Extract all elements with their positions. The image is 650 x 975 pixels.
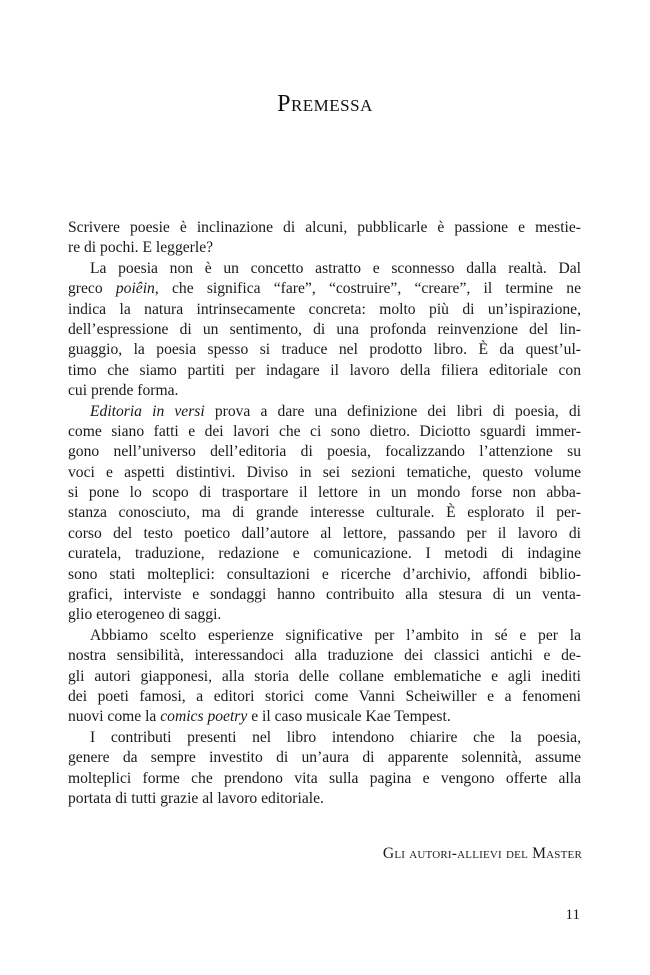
text-line: sono stati molteplici: consultazioni e ricerche d’archivio, affondi biblio- xyxy=(68,565,581,583)
text-line: La poesia non è un concetto astratto e sconnesso dalla realtà. Dal xyxy=(90,259,581,277)
text-line: re di pochi. E leggerle? xyxy=(68,239,214,257)
page-number: 11 xyxy=(565,907,580,923)
text-line: molteplici forme che prendono vita sulla pagina e vengono offerte alla xyxy=(68,769,581,787)
text-line: dell’espressione di un sentimento, di una profonda reinvenzione del lin- xyxy=(68,320,581,338)
text-line: I contributi presenti nel libro intendono chiarire che la poesia, xyxy=(90,728,581,746)
text-line: glio eterogeneo di saggi. xyxy=(68,606,222,624)
text-line: gono nell’universo dell’editoria di poesia, focalizzando l’attenzione su xyxy=(68,443,581,461)
signature: Gli autori-allievi del Master xyxy=(382,845,582,862)
text-line: Editoria in versi prova a dare una definizione dei libri di poesia, di xyxy=(90,402,581,420)
text-line: dei poeti famosi, a editori storici come Vanni Scheiwiller e a fenomeni xyxy=(68,687,581,705)
text-line: corso del testo poetico dall’autore al lettore, passando per il lavoro di xyxy=(68,524,581,542)
text-line: timo che siamo partiti per indagare il lavoro della filiera editoriale con xyxy=(68,361,581,379)
text-line: nostra sensibilità, interessandoci alla traduzione dei classici antichi e de- xyxy=(68,647,581,665)
text-line: greco poiêin, che significa “fare”, “costruire”, “creare”, il termine ne xyxy=(68,280,581,298)
text-line: indica la natura intrinsecamente concreta: molto più di un’ispirazione, xyxy=(68,300,581,318)
body-text xyxy=(68,218,581,809)
text-line: Abbiamo scelto esperienze significative per l’ambito in sé e per la xyxy=(90,626,581,644)
text-line: cui prende forma. xyxy=(68,382,179,400)
text-line: come siano fatti e dei lavori che ci sono dietro. Diciotto sguardi immer- xyxy=(68,422,581,440)
text-line: voci e aspetti distintivi. Diviso in sei sezioni tematiche, questo volume xyxy=(68,463,581,481)
text-line: grafici, interviste e sondaggi hanno contribuito alla stesura di un venta- xyxy=(68,586,581,604)
text-line: si pone lo scopo di trasportare il lettore in un mondo forse non abba- xyxy=(68,484,581,502)
text-line: curatela, traduzione, redazione e comunicazione. I metodi di indagine xyxy=(68,545,581,563)
text-line: stanza conosciuto, ma di grande interesse culturale. È esplorato il per- xyxy=(68,504,581,522)
text-line: gli autori giapponesi, alla storia delle collane emblematiche e agli inediti xyxy=(68,667,581,685)
text-line: nuovi come la comics poetry e il caso musicale Kae Tempest. xyxy=(68,708,451,726)
text-line: guaggio, la poesia spesso si traduce nel prodotto libro. È da quest’ul- xyxy=(68,341,581,359)
page-title: Premessa xyxy=(277,91,373,117)
text-line: portata di tutti grazie al lavoro editoriale. xyxy=(68,789,324,807)
text-line: Scrivere poesie è inclinazione di alcuni, pubblicarle è passione e mestie- xyxy=(68,219,581,236)
text-line: genere da sempre investito di un’aura di apparente solennità, assume xyxy=(68,749,581,767)
